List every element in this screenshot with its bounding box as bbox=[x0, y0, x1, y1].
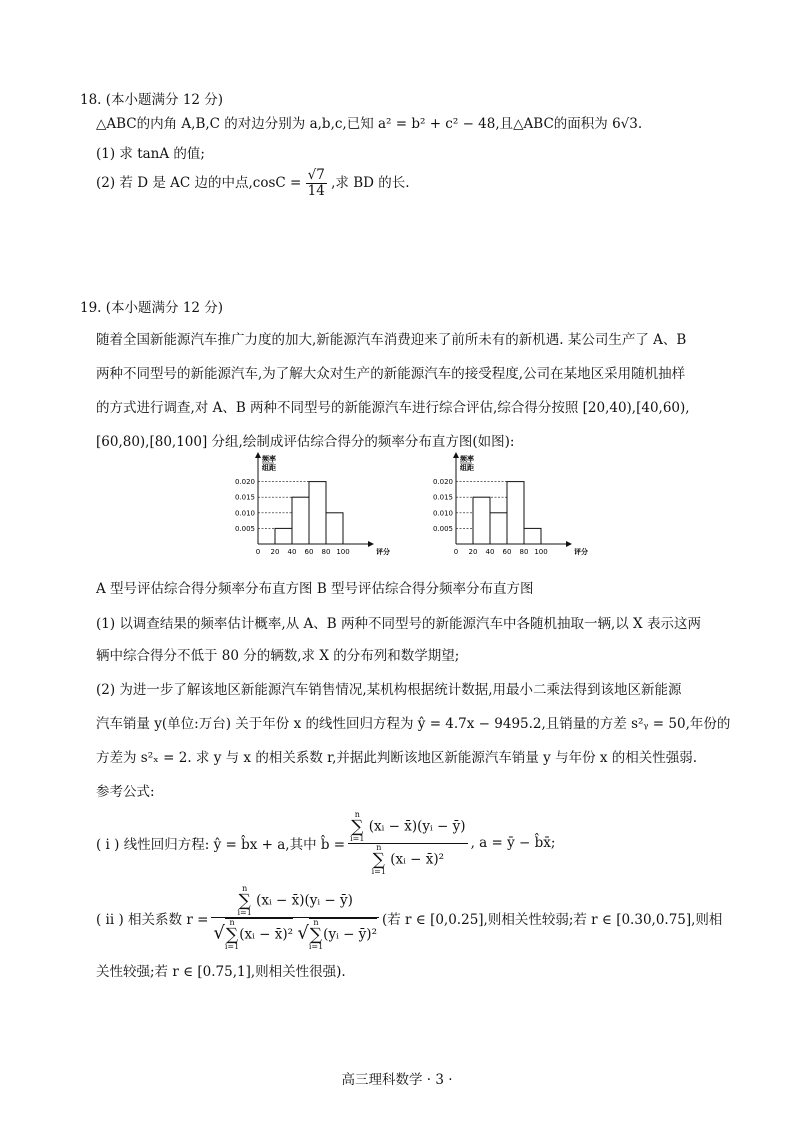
histogram-b bbox=[420, 452, 590, 562]
histogram-caption: A 型号评估综合得分频率分布直方图 B 型号评估综合得分频率分布直方图 bbox=[96, 581, 534, 597]
reference-formulas-label: 参考公式: bbox=[96, 784, 155, 800]
y-tick-label: 0.020 bbox=[432, 478, 453, 487]
q19-para-line1: 随着全国新能源汽车推广力度的加大,新能源汽车消费迎来了前所未有的新机遇. 某公司生产了 A、B bbox=[96, 332, 687, 348]
q18-part2 bbox=[96, 168, 410, 199]
x-tick-label: 20 bbox=[468, 548, 478, 556]
x-axis-arrow-icon bbox=[368, 541, 374, 547]
x-axis-label: 评分 bbox=[376, 548, 390, 556]
q19-sub1-line2: 辆中综合得分不低于 80 分的辆数,求 X 的分布列和数学期望; bbox=[96, 648, 460, 664]
sum-symbol: n ∑ i=1 bbox=[308, 918, 324, 951]
formula-regression-post: , a = ȳ − b̂x̄; bbox=[470, 835, 556, 851]
sum-symbol: n ∑ i=1 bbox=[224, 918, 240, 951]
cosc-numerator: √7 bbox=[307, 167, 325, 183]
slope-numerator: n ∑ i=1 (xᵢ − x̄)(yᵢ − ȳ) bbox=[350, 809, 466, 843]
x-tick-label: 60 bbox=[502, 548, 512, 556]
y-tick-label: 0.020 bbox=[234, 478, 255, 487]
x-tick-label: 20 bbox=[270, 548, 280, 556]
histogram-a bbox=[222, 452, 392, 562]
cosc-fraction bbox=[306, 168, 327, 199]
histogram-bar bbox=[507, 482, 524, 544]
sum-symbol: n ∑ i=1 bbox=[237, 884, 252, 917]
formula-regression-pre: ( i ) 线性回归方程: ŷ = b̂x + a,其中 b̂ = bbox=[96, 837, 346, 853]
x-tick-label: 100 bbox=[336, 548, 350, 556]
correlation-denominator: √ n ∑ i=1 (xᵢ − x̄)² √ n ∑ i=1 (yᵢ − ȳ)² bbox=[213, 918, 377, 951]
y-tick-label: 0.010 bbox=[432, 509, 453, 518]
histogram-bar bbox=[524, 528, 541, 544]
sum-symbol: n ∑ i=1 bbox=[350, 809, 365, 843]
q19-para-line3: 的方式进行调查,对 A、B 两种不同型号的新能源汽车进行综合评估,综合得分按照 [20,40),[40,60), bbox=[96, 400, 690, 416]
y-axis-label: 组距 bbox=[460, 464, 474, 472]
x-tick-label: 60 bbox=[304, 548, 314, 556]
q19-para-line4: [60,80),[80,100] 分组,绘制成评估综合得分的频率分布直方图(如图): bbox=[96, 434, 515, 450]
correlation-fraction bbox=[211, 885, 379, 951]
histogram-bar bbox=[490, 513, 507, 544]
q18-header: 18. (本小题满分 12 分) bbox=[80, 92, 224, 108]
q19-para-line2: 两种不同型号的新能源汽车,为了解大众对生产的新能源汽车的接受程度,公司在某地区采用随机抽样 bbox=[96, 366, 686, 382]
x-axis-label: 评分 bbox=[574, 548, 588, 556]
cosc-denominator: 14 bbox=[307, 183, 325, 199]
correlation-numerator: n ∑ i=1 (xᵢ − x̄)(yᵢ − ȳ) bbox=[211, 885, 379, 918]
x-tick-label: 80 bbox=[519, 548, 529, 556]
q18-statement: △ABC的内角 A,B,C 的对边分别为 a,b,c,已知 a² = b² + c² − 48,且△ABC的面积为 6√3. bbox=[96, 116, 643, 132]
histogram-bar bbox=[275, 528, 292, 544]
y-tick-label: 0.005 bbox=[234, 524, 255, 533]
formula-regression bbox=[96, 808, 555, 878]
histogram-bar bbox=[326, 513, 343, 544]
y-tick-label: 0.010 bbox=[234, 509, 255, 518]
histogram-bar bbox=[473, 497, 490, 544]
x-tick-label: 0 bbox=[255, 548, 261, 556]
x-axis-arrow-icon bbox=[566, 541, 572, 547]
x-tick-label: 100 bbox=[534, 548, 548, 556]
q18-part1: (1) 求 tanA 的值; bbox=[96, 146, 205, 162]
page-footer: 高三理科数学 · 3 · bbox=[341, 1072, 453, 1088]
x-tick-label: 80 bbox=[321, 548, 331, 556]
y-tick-label: 0.015 bbox=[234, 493, 255, 502]
q19-sub2-line2: 汽车销量 y(单位:万台) 关于年份 x 的线性回归方程为 ŷ = 4.7x − 9495.2,且销量的方差 s²ᵧ = 50,年份的 bbox=[96, 716, 731, 732]
q19-header: 19. (本小题满分 12 分) bbox=[80, 300, 224, 316]
q19-sub2-line1: (2) 为进一步了解该地区新能源汽车销售情况,某机构根据统计数据,用最小二乘法得到该地区新能源 bbox=[96, 682, 682, 698]
slope-denominator: n ∑ i=1 (xᵢ − x̄)² bbox=[371, 842, 445, 876]
y-axis-arrow-icon bbox=[453, 452, 459, 458]
y-axis-label: 频率 bbox=[262, 455, 276, 463]
q19-sub2-line3: 方差为 s²ₓ = 2. 求 y 与 x 的相关系数 r,并据此判断该地区新能源汽车销量 y 与年份 x 的相关性强弱. bbox=[96, 750, 698, 766]
q19-sub1-line1: (1) 以调查结果的频率估计概率,从 A、B 两种不同型号的新能源汽车中各随机抽取一辆,以 X 表示这两 bbox=[96, 616, 701, 632]
y-tick-label: 0.015 bbox=[432, 493, 453, 502]
y-axis-label: 频率 bbox=[460, 455, 474, 463]
y-axis-label: 组距 bbox=[262, 464, 276, 472]
formula-correlation-post: (若 r ∈ [0,0.25],则相关性较弱;若 r ∈ [0.30,0.75],则相 bbox=[381, 912, 723, 928]
slope-fraction bbox=[348, 811, 467, 876]
q18-part2-post: ,求 BD 的长. bbox=[331, 175, 410, 191]
histogram-bar bbox=[292, 497, 309, 544]
histogram-bar bbox=[309, 482, 326, 544]
x-tick-label: 40 bbox=[485, 548, 495, 556]
x-tick-label: 0 bbox=[453, 548, 459, 556]
y-tick-label: 0.005 bbox=[432, 524, 453, 533]
sqrt-icon: √ bbox=[297, 922, 309, 944]
q18-part2-pre: (2) 若 D 是 AC 边的中点,cosC = bbox=[96, 175, 302, 191]
y-axis-arrow-icon bbox=[255, 452, 261, 458]
sqrt-icon: √ bbox=[213, 922, 225, 944]
formula-correlation bbox=[96, 882, 722, 954]
x-tick-label: 40 bbox=[287, 548, 297, 556]
formula-correlation-pre: ( ii ) 相关系数 r = bbox=[96, 912, 209, 928]
formula-correlation-cont: 关性较强;若 r ∈ [0.75,1],则相关性很强). bbox=[96, 964, 346, 980]
sum-symbol: n ∑ i=1 bbox=[371, 842, 386, 876]
